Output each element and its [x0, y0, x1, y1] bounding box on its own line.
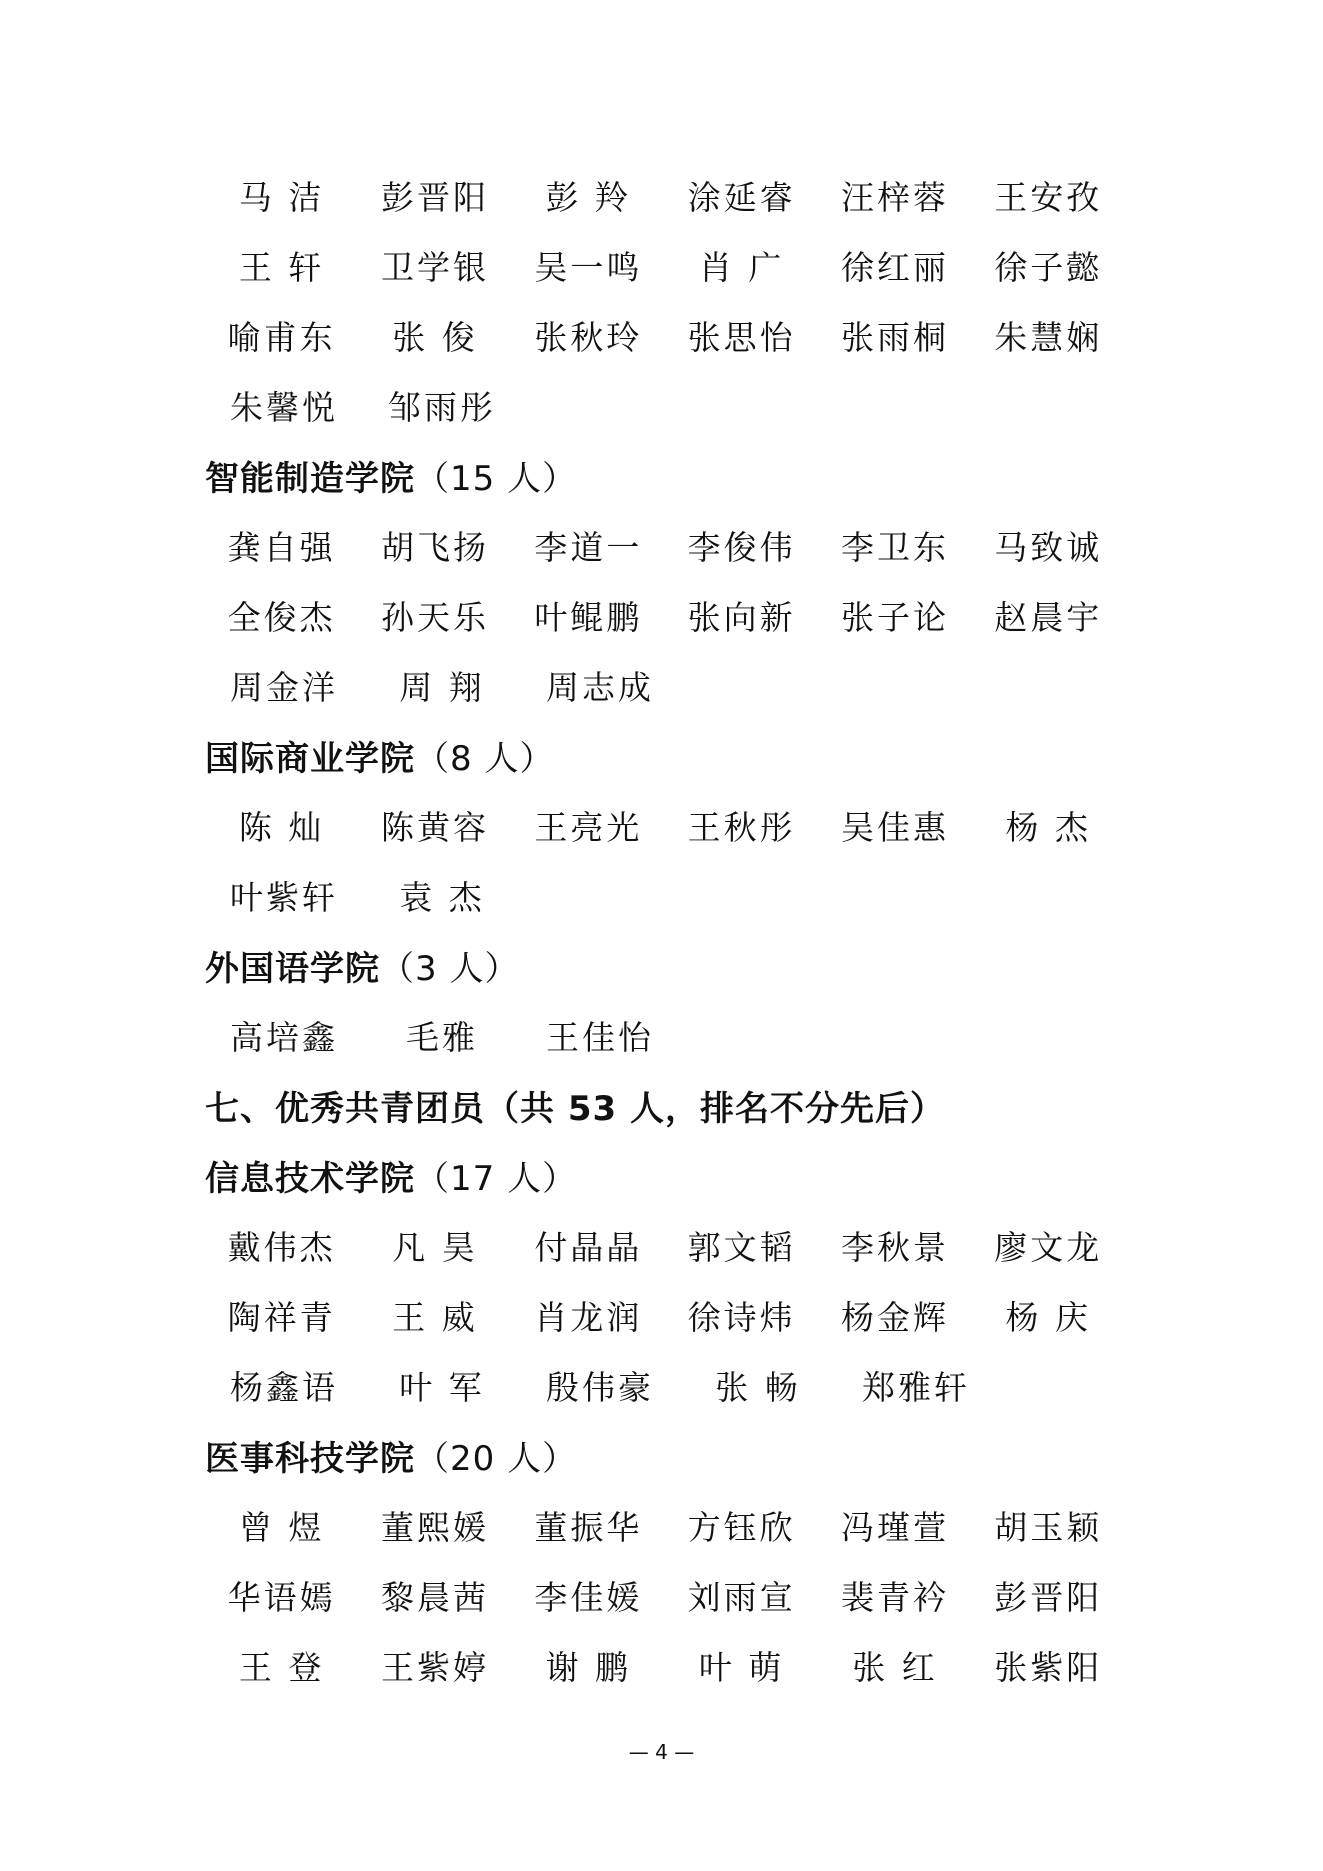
student-name: 袁 杰 — [399, 877, 485, 917]
student-name: 叶 萌 — [698, 1647, 785, 1687]
student-name: 杨 庆 — [1005, 1297, 1092, 1337]
student-name: 李卫东 — [840, 527, 949, 567]
section-heading — [205, 440, 1125, 510]
student-name: 谢 鹏 — [545, 1647, 632, 1687]
student-name: 彭晋阳 — [994, 1577, 1103, 1617]
student-name: 张子论 — [840, 597, 949, 637]
student-name: 叶紫轩 — [230, 877, 338, 917]
section-title: 医事科技学院 — [205, 1438, 415, 1479]
page-number: — 4 — — [628, 1740, 695, 1764]
name-row — [205, 860, 1125, 930]
student-name: 全俊杰 — [227, 597, 336, 637]
student-name: 王 威 — [392, 1297, 478, 1337]
student-name: 李道一 — [534, 527, 643, 567]
student-name: 付晶晶 — [534, 1227, 643, 1267]
name-row — [205, 1350, 1125, 1420]
student-name: 戴伟杰 — [227, 1227, 336, 1267]
name-row — [205, 1210, 1125, 1280]
student-name: 胡玉颖 — [994, 1507, 1103, 1547]
student-name: 王亮光 — [534, 807, 643, 847]
student-name: 裴青衿 — [840, 1577, 949, 1617]
name-row — [205, 300, 1125, 370]
name-row — [205, 1630, 1125, 1700]
name-row — [205, 580, 1125, 650]
student-name: 吴一鸣 — [534, 247, 643, 287]
name-row — [205, 510, 1125, 580]
student-name: 张向新 — [687, 597, 796, 637]
section-count: （17 人） — [415, 1158, 578, 1199]
student-name: 马 洁 — [238, 177, 325, 217]
student-name: 周金洋 — [230, 667, 338, 707]
name-row — [205, 370, 1125, 440]
student-name: 毛雅 — [406, 1017, 478, 1057]
student-name: 王安孜 — [994, 177, 1103, 217]
name-row — [205, 1490, 1125, 1560]
student-name: 黎晨茜 — [380, 1577, 489, 1617]
student-name: 刘雨宣 — [687, 1577, 796, 1617]
student-name: 王 轩 — [238, 247, 325, 287]
student-name: 杨 杰 — [1005, 807, 1092, 847]
student-name: 胡飞扬 — [380, 527, 489, 567]
student-name: 董熙媛 — [380, 1507, 489, 1547]
name-row — [205, 650, 1125, 720]
student-name: 冯瑾萱 — [840, 1507, 949, 1547]
student-name: 杨金辉 — [840, 1297, 949, 1337]
student-name: 喻甫东 — [227, 317, 336, 357]
student-name: 汪梓蓉 — [840, 177, 949, 217]
student-name: 朱慧娴 — [994, 317, 1103, 357]
student-name: 张秋玲 — [534, 317, 643, 357]
student-name: 邹雨彤 — [388, 387, 496, 427]
student-name: 王佳怡 — [546, 1017, 654, 1057]
student-name: 高培鑫 — [230, 1017, 338, 1057]
student-name: 叶 军 — [399, 1367, 485, 1407]
student-name: 叶鲲鹏 — [534, 597, 643, 637]
student-name: 华语嫣 — [227, 1577, 336, 1617]
name-row — [205, 790, 1125, 860]
student-name: 杨鑫语 — [230, 1367, 338, 1407]
section-count: （15 人） — [415, 458, 578, 499]
student-name: 孙天乐 — [380, 597, 489, 637]
section-count: （8 人） — [415, 738, 555, 779]
section-heading — [205, 720, 1125, 790]
student-name: 肖龙润 — [534, 1297, 643, 1337]
student-name: 周 翔 — [399, 667, 485, 707]
student-name: 陶祥青 — [227, 1297, 336, 1337]
section-heading — [205, 1070, 1125, 1140]
section-title: 信息技术学院 — [205, 1158, 415, 1199]
student-name: 徐红丽 — [840, 247, 949, 287]
student-name: 方钰欣 — [687, 1507, 796, 1547]
student-name: 朱馨悦 — [230, 387, 338, 427]
student-name: 张 红 — [852, 1647, 938, 1687]
section-title: 智能制造学院 — [205, 458, 415, 499]
student-name: 陈 灿 — [238, 807, 325, 847]
student-name: 王紫婷 — [380, 1647, 489, 1687]
student-name: 廖文龙 — [994, 1227, 1103, 1267]
student-name: 张思怡 — [687, 317, 796, 357]
student-name: 卫学银 — [380, 247, 489, 287]
section-title: 国际商业学院 — [205, 738, 415, 779]
student-name: 龚自强 — [227, 527, 336, 567]
student-name: 肖 广 — [698, 247, 785, 287]
section-heading — [205, 930, 1125, 1000]
section-count: （3 人） — [380, 948, 520, 989]
name-row — [205, 1280, 1125, 1350]
student-name: 陈黄容 — [380, 807, 489, 847]
student-name: 王 登 — [238, 1647, 325, 1687]
student-name: 殷伟豪 — [546, 1367, 654, 1407]
student-name: 彭晋阳 — [380, 177, 489, 217]
document-body — [205, 160, 1125, 1700]
student-name: 涂延睿 — [687, 177, 796, 217]
student-name: 张雨桐 — [840, 317, 949, 357]
student-name: 徐子懿 — [994, 247, 1103, 287]
student-name: 张 畅 — [715, 1367, 801, 1407]
student-name: 董振华 — [534, 1507, 643, 1547]
student-name: 彭 羚 — [545, 177, 632, 217]
student-name: 张 俊 — [392, 317, 478, 357]
student-name: 周志成 — [546, 667, 654, 707]
student-name: 王秋彤 — [687, 807, 796, 847]
section-heading — [205, 1140, 1125, 1210]
student-name: 凡 昊 — [392, 1227, 478, 1267]
student-name: 赵晨宇 — [994, 597, 1103, 637]
section-count: （20 人） — [415, 1438, 578, 1479]
name-row — [205, 160, 1125, 230]
student-name: 郭文韬 — [687, 1227, 796, 1267]
name-row — [205, 230, 1125, 300]
student-name: 曾 煜 — [238, 1507, 325, 1547]
student-name: 张紫阳 — [994, 1647, 1103, 1687]
student-name: 马致诚 — [994, 527, 1103, 567]
section-title: 七、优秀共青团员（共 53 人，排名不分先后） — [205, 1088, 945, 1129]
name-row — [205, 1560, 1125, 1630]
student-name: 李佳媛 — [534, 1577, 643, 1617]
student-name: 李秋景 — [840, 1227, 949, 1267]
section-title: 外国语学院 — [205, 948, 380, 989]
name-row — [205, 1000, 1125, 1070]
student-name: 郑雅轩 — [862, 1367, 970, 1407]
student-name: 吴佳惠 — [840, 807, 949, 847]
student-name: 徐诗炜 — [687, 1297, 796, 1337]
student-name: 李俊伟 — [687, 527, 796, 567]
section-heading — [205, 1420, 1125, 1490]
